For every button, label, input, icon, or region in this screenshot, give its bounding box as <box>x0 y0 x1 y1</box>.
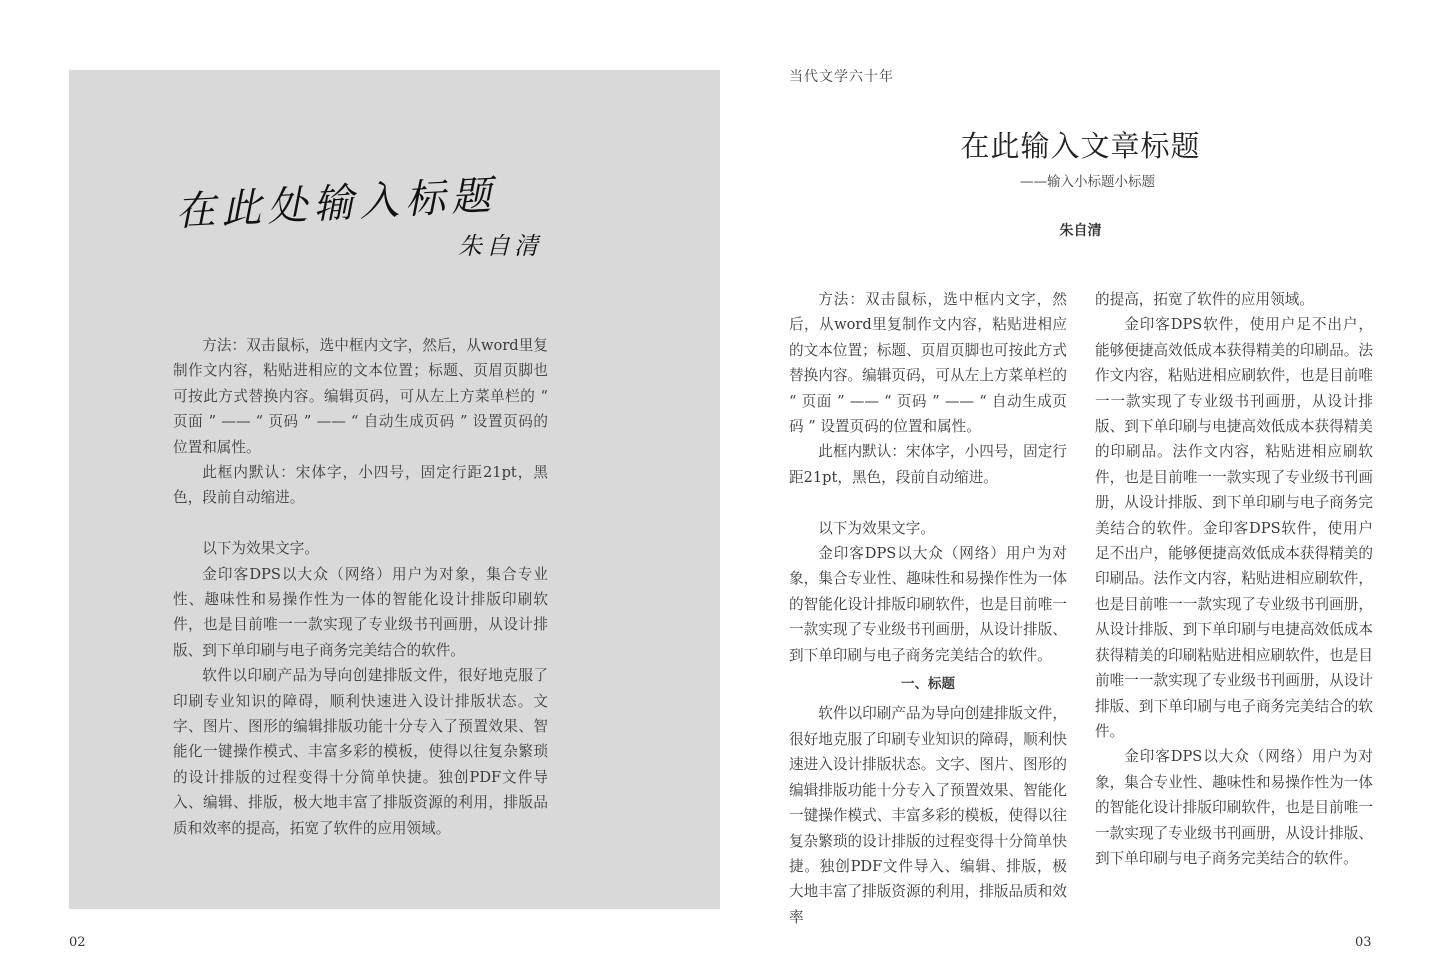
left-page-author: 朱自清 <box>458 232 542 260</box>
article-title: 在此输入文章标题 <box>960 129 1201 163</box>
column-1 <box>789 287 1067 930</box>
paragraph: 金印客DPS软件，使用户足不出户，能够便捷高效低成本获得精美的印刷品。法作文内容，粘贴进相应刷软件，也是目前唯一一款实现了专业级书刊画册，从设计排版、到下单印刷与电捷高效低成本获得精美的印刷品。法作文内容，粘贴进相应刷软件，也是目前唯一一款实现了专业级书刊画册，从设计排版、到下单印刷与电子商务完美结合的软件。金印客DPS软件，使用户足不出户，能够便捷高效低成本获得精美的印刷品。法作文内容，粘贴进相应刷软件，也是目前唯一一款实现了专业级书刊画册，从设计排版、到下单印刷与电捷高效低成本获得精美的印刷粘贴进相应刷软件，也是目前唯一一款实现了专业级书刊画册，从设计排版、到下单印刷与电子商务完美结合的软件。 <box>1095 316 1373 740</box>
left-page-title: 在此处输入标题 <box>174 172 499 236</box>
paragraph: 此框内默认：宋体字，小四号，固定行距21pt，黑色，段前自动缩进。 <box>789 443 1067 486</box>
paragraph: 的提高，拓宽了软件的应用领域。 <box>1095 291 1314 308</box>
article-author: 朱自清 <box>1059 223 1102 239</box>
paragraph: 以下为效果文字。 <box>202 540 319 558</box>
column-2 <box>1095 287 1373 871</box>
spacer <box>173 511 548 536</box>
paragraph: 软件以印刷产品为导向创建排版文件，很好地克服了印刷专业知识的障碍，顺利快速进入设计排版状态。文字、图片、图形的编辑排版功能十分专入了预置效果、智能化一键操作模式、丰富多彩的模板，使得以往复杂繁琐的设计排版的过程变得十分简单快捷。独创PDF文件导入、编辑、排版，极大地丰富了排版资源的利用，排版品质和效率的提高，拓宽了软件的应用领域。 <box>173 667 548 837</box>
section-heading: 一、标题 <box>901 676 955 693</box>
running-head: 当代文学六十年 <box>789 69 894 85</box>
article-subtitle: ——输入小标题小标题 <box>1020 174 1155 190</box>
paragraph: 方法：双击鼠标，选中框内文字，然后，从word里复制作文内容，粘贴进相应的文本位置；标题、页眉页脚也可按此方式替换内容。编辑页码，可从左上方菜单栏的 “ 页面 ” —— “ 页码 ” —— “ 自动生成页码 ” 设置页码的位置和属性。 <box>789 291 1067 436</box>
left-page-number: 02 <box>69 935 86 950</box>
spacer <box>789 490 1067 515</box>
left-page-body <box>173 333 548 841</box>
paragraph: 金印客DPS以大众（网络）用户为对象，集合专业性、趣味性和易操作性为一体的智能化设计排版印刷软件，也是目前唯一一款实现了专业级书刊画册，从设计排版、到下单印刷与电子商务完美结合的软件。 <box>1095 748 1373 867</box>
paragraph: 此框内默认：宋体字，小四号，固定行距21pt，黑色，段前自动缩进。 <box>173 464 548 507</box>
paragraph: 金印客DPS以大众（网络）用户为对象，集合专业性、趣味性和易操作性为一体的智能化设计排版印刷软件，也是目前唯一一款实现了专业级书刊画册，从设计排版、到下单印刷与电子商务完美结合的软件。 <box>789 545 1067 664</box>
paragraph: 方法：双击鼠标，选中框内文字，然后，从word里复制作文内容，粘贴进相应的文本位置；标题、页眉页脚也可按此方式替换内容。编辑页码，可从左上方菜单栏的 “ 页面 ” —— “ 页码 ” —— “ 自动生成页码 ” 设置页码的位置和属性。 <box>173 337 548 456</box>
paragraph: 以下为效果文字。 <box>818 519 935 537</box>
paragraph: 金印客DPS以大众（网络）用户为对象，集合专业性、趣味性和易操作性为一体的智能化设计排版印刷软件，也是目前唯一一款实现了专业级书刊画册，从设计排版、到下单印刷与电子商务完美结合的软件。 <box>173 565 548 659</box>
right-page-number: 03 <box>1355 935 1372 950</box>
paragraph: 软件以印刷产品为导向创建排版文件，很好地克服了印刷专业知识的障碍，顺利快速进入设计排版状态。文字、图片、图形的编辑排版功能十分专入了预置效果、智能化一键操作模式、丰富多彩的模板，使得以往复杂繁琐的设计排版的过程变得十分简单快捷。独创PDF文件导入、编辑、排版，极大地丰富了排版资源的利用，排版品质和效率 <box>789 705 1067 926</box>
